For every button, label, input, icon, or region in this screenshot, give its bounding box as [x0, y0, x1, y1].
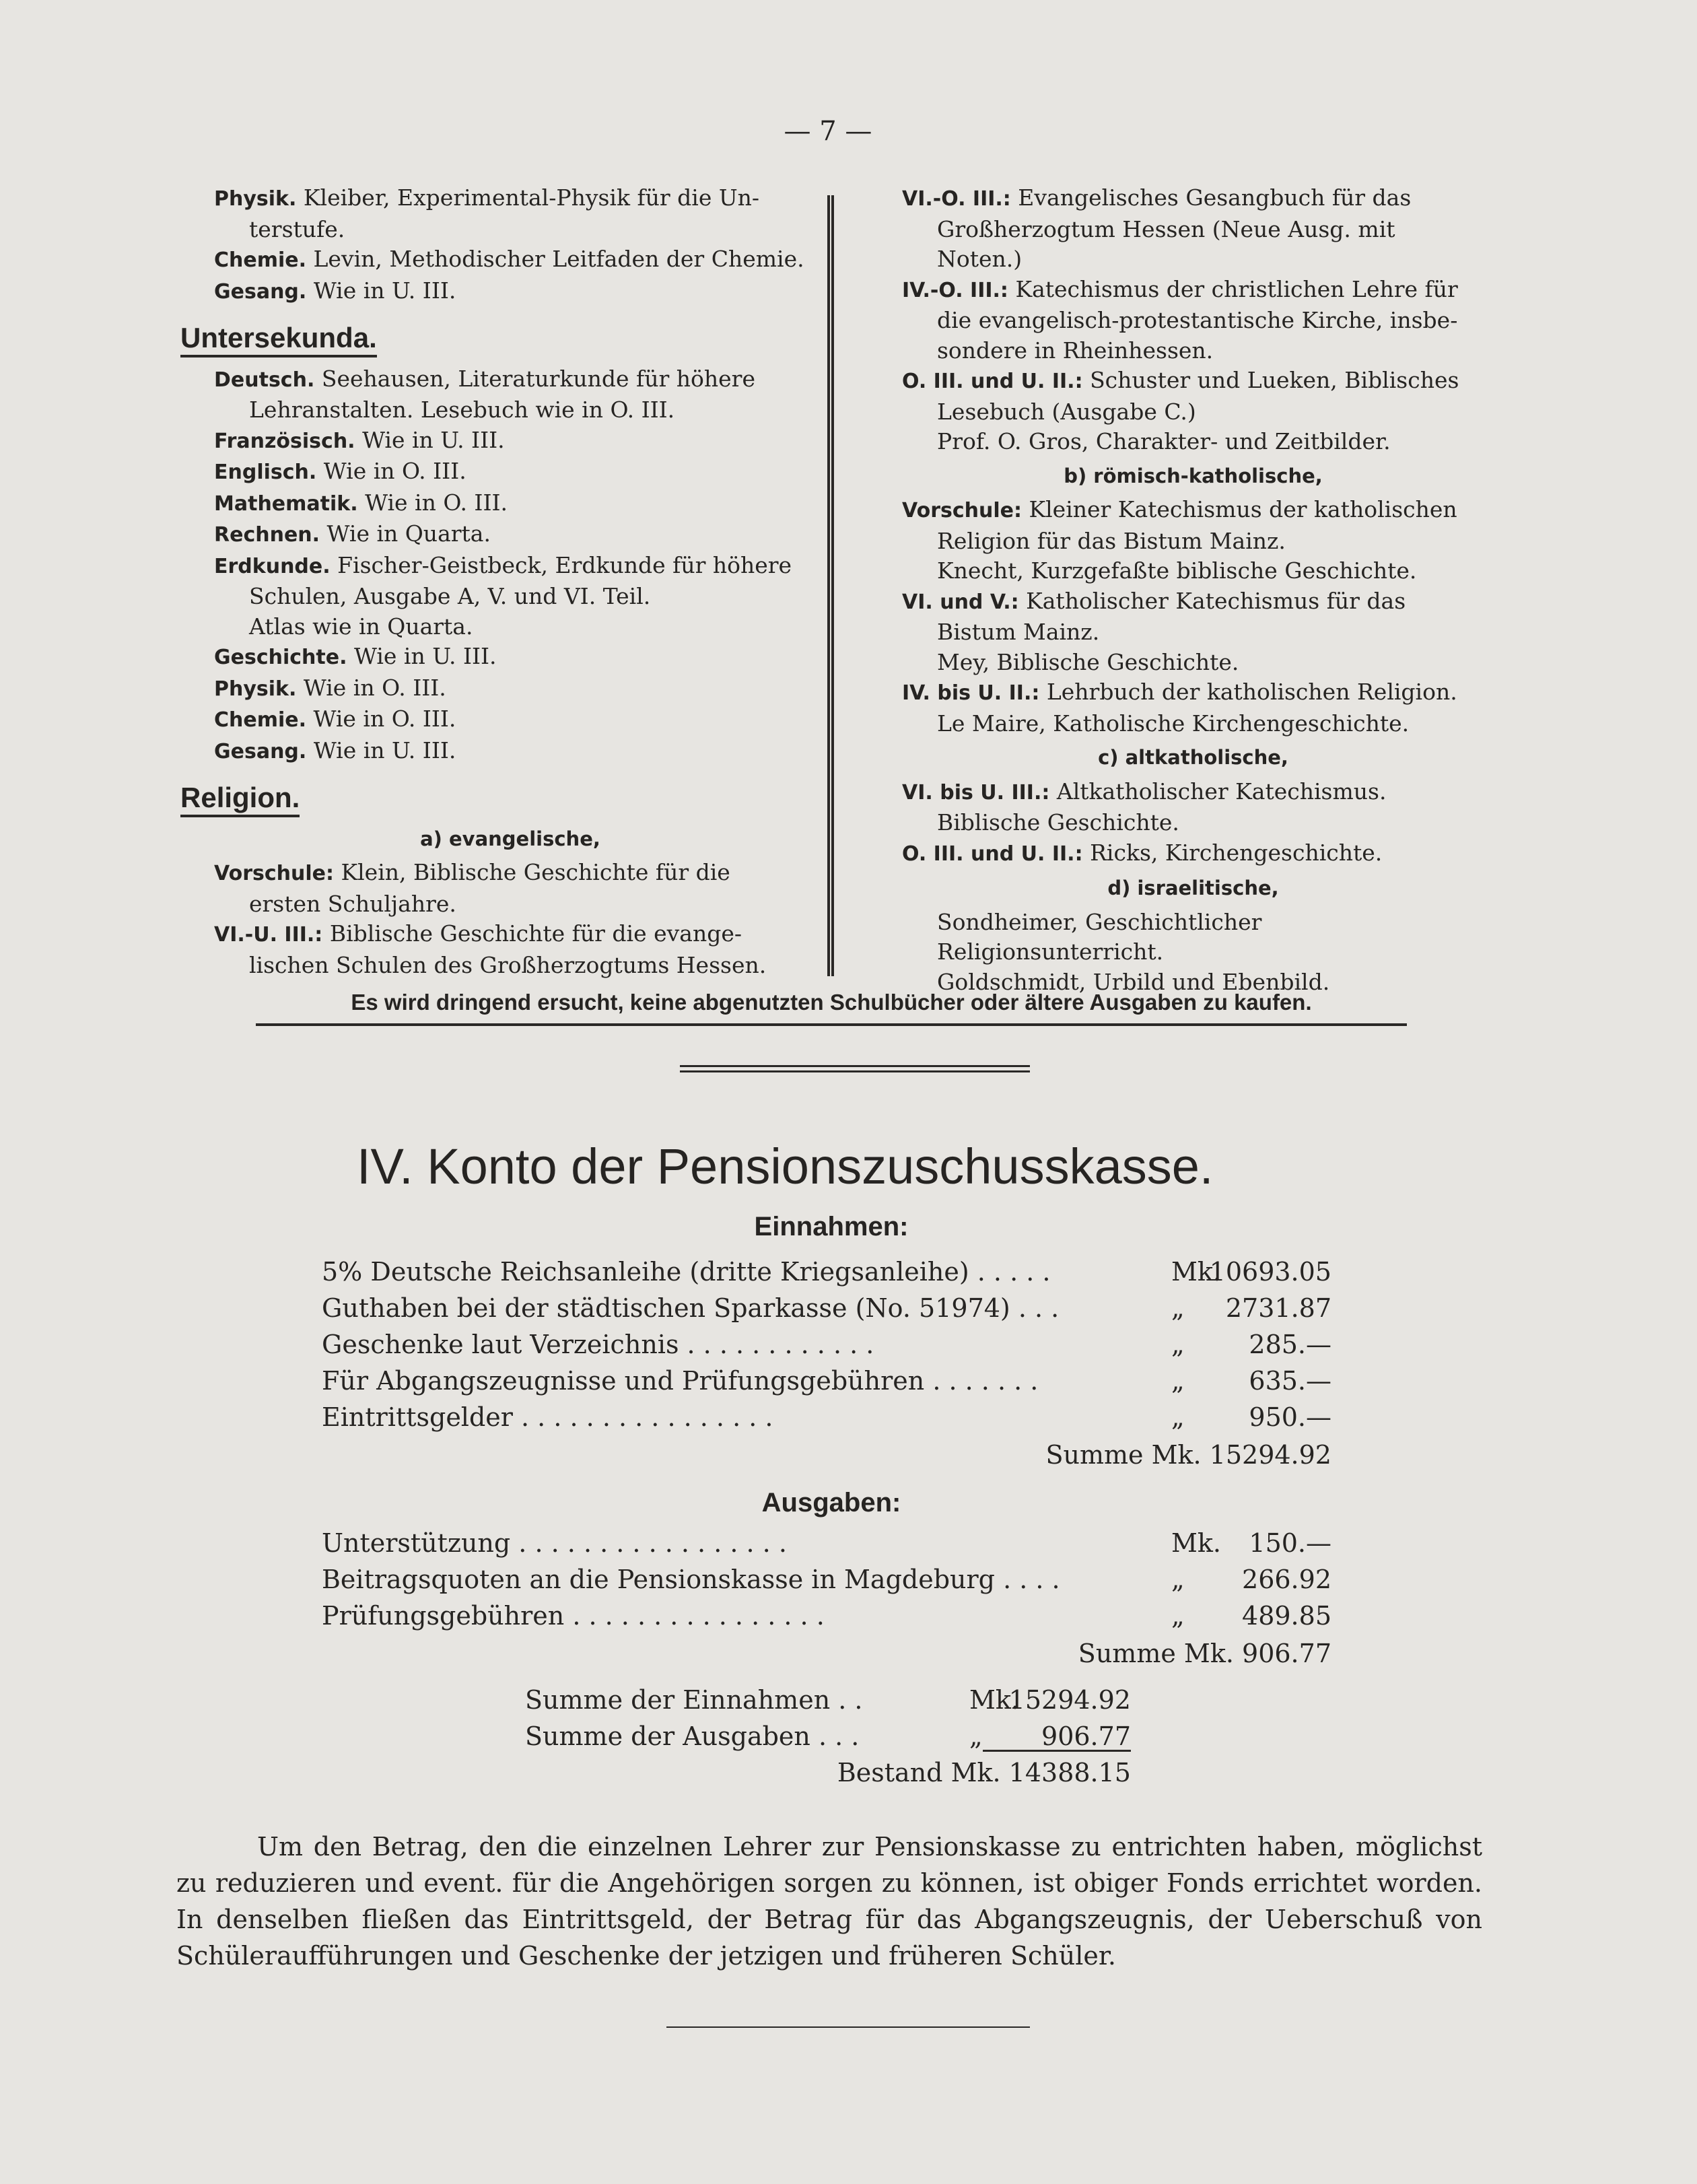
explanation-paragraph: Um den Betrag, den die einzelnen Lehrer zur Pensionskasse zu entrichten haben, möglichst zu reduzieren und event. für die Angehörigen sorgen zu können, ist obiger Fonds errichtet worden. In denselben fließen das Eintrittsgeld, der Betrag für das Abgangszeugnis, der Ueberschuß von Schüleraufführungen und Geschenke der jetzigen und früheren Schüler. [176, 1832, 1482, 1971]
book-entry: IV.-O. III.: Katechismus der christlichen Lehre für [902, 275, 1458, 302]
book-entry: Englisch. Wie in O. III. [214, 458, 466, 484]
ledger-row: Geschenke laut Verzeichnis . . . . . . . . . . . . „ 285.— [322, 1330, 1331, 1359]
subject-label: Physik. [214, 677, 297, 701]
separator-rule [680, 1065, 1030, 1067]
subject-label: Deutsch. [214, 368, 315, 392]
book-entry: Deutsch. Seehausen, Literaturkunde für höhere [214, 365, 755, 392]
book-entry: Erdkunde. Fischer-Geistbeck, Erdkunde für höhere [214, 551, 792, 578]
book-entry: Physik. Kleiber, Experimental-Physik für die Un- [214, 184, 760, 211]
einnahmen-sum: Summe Mk. 15294.92 [1045, 1440, 1331, 1470]
book-entry: Physik. Wie in O. III. [214, 674, 446, 701]
subject-label: IV.-O. III.: [902, 278, 1008, 302]
ledger-row: Für Abgangszeugnisse und Prüfungsgebühren . . . . . . . „ 635.— [322, 1366, 1331, 1396]
subject-label: O. III. und U. II.: [902, 842, 1083, 866]
class-heading-untersekunda: Untersekunda. [180, 323, 806, 353]
einnahmen-ledger [322, 1254, 1345, 1474]
book-entry-cont: Religion für das Bistum Mainz. [937, 527, 1286, 554]
subject-label: Französisch. [214, 429, 355, 453]
balance-row: Summe der Ausgaben . . . „ 906.77 [525, 1721, 1131, 1751]
subject-label: Mathematik. [214, 491, 358, 516]
book-entry: Gesang. Wie in U. III. [214, 737, 456, 763]
book-entry-cont: lischen Schulen des Großherzogtums Hessen. [249, 951, 767, 978]
book-entry-cont: terstufe. [249, 215, 345, 242]
subject-label: Chemie. [214, 248, 307, 272]
book-entry: Chemie. Levin, Methodischer Leitfaden der Chemie. [214, 246, 804, 272]
ledger-row: Unterstützung . . . . . . . . . . . . . . . . . Mk. 150.— [322, 1528, 1331, 1558]
subject-label: VI.-O. III.: [902, 187, 1011, 211]
ledger-row: Guthaben bei der städtischen Sparkasse (No. 51974) . . . „ 2731.87 [322, 1293, 1331, 1323]
subject-label: Gesang. [214, 739, 307, 763]
book-entry: Vorschule: Klein, Biblische Geschichte für die [214, 859, 730, 885]
book-entry: Mathematik. Wie in O. III. [214, 489, 508, 516]
book-entry: Rechnen. Wie in Quarta. [214, 520, 491, 547]
book-entry-cont: Großherzogtum Hessen (Neue Ausg. mit Noten.) [937, 215, 1395, 272]
book-entry: VI. bis U. III.: Altkatholischer Katechismus. [902, 778, 1387, 805]
book-entry-cont: Schulen, Ausgabe A, V. und VI. Teil. [249, 583, 651, 609]
book-entry-cont: ersten Schuljahre. [249, 890, 456, 917]
denomination-heading: d) israelitische, [1107, 877, 1279, 899]
book-entry-line: Sondheimer, Geschichtlicher Religionsunterricht. [937, 908, 1262, 965]
section-title: IV. Konto der Pensionszuschusskasse. [357, 1138, 1214, 1194]
subject-label: Physik. [214, 187, 297, 211]
book-entry: Vorschule: Kleiner Katechismus der katholischen [902, 496, 1457, 522]
balance-row: Summe der Einnahmen . . Mk. 15294.92 [525, 1685, 1131, 1715]
subject-label: Geschichte. [214, 646, 347, 669]
book-entry-cont: sondere in Rheinhessen. [937, 337, 1214, 364]
ledger-row: Eintrittsgelder . . . . . . . . . . . . . . . . „ 950.— [322, 1402, 1331, 1432]
book-entry: Gesang. Wie in U. III. [214, 277, 456, 304]
end-rule [666, 2026, 1030, 2028]
book-entry-cont: Knecht, Kurzgefaßte biblische Geschichte. [937, 557, 1417, 584]
subject-label: VI. bis U. III.: [902, 780, 1050, 805]
subject-label: Vorschule: [214, 862, 334, 885]
book-entry-cont: Bistum Mainz. [937, 619, 1100, 645]
book-entry: Chemie. Wie in O. III. [214, 706, 456, 732]
right-column [902, 183, 1484, 997]
subject-label: Rechnen. [214, 523, 320, 547]
notice-banner: Es wird dringend ersucht, keine abgenutzten Schulbücher oder ältere Ausgaben zu kaufen. [256, 990, 1407, 1026]
bestand-row: Bestand Mk. 14388.15 [837, 1758, 1131, 1787]
book-entry: VI. und V.: Katholischer Katechismus für das [902, 587, 1406, 614]
ledger-row: 5% Deutsche Reichsanleihe (dritte Kriegsanleihe) . . . . . Mk. 10693.05 [322, 1257, 1331, 1287]
book-entry-cont: Mey, Biblische Geschichte. [937, 648, 1239, 675]
ausgaben-heading: Ausgaben: [761, 1488, 901, 1517]
subject-label: VI.-U. III.: [214, 923, 323, 947]
book-entry-cont: die evangelisch-protestantische Kirche, insbe- [937, 307, 1458, 333]
book-entry: VI.-O. III.: Evangelisches Gesangbuch für das [902, 184, 1412, 211]
balance-block [525, 1682, 1131, 1791]
book-entry-cont: Lehranstalten. Lesebuch wie in O. III. [249, 397, 675, 423]
book-entry: O. III. und U. II.: Ricks, Kirchengeschichte. [902, 839, 1383, 866]
denomination-heading: a) evangelische, [420, 827, 600, 850]
subject-label: VI. und V.: [902, 590, 1019, 614]
subject-label: Vorschule: [902, 499, 1022, 522]
column-divider [827, 195, 834, 976]
book-entry-cont: Atlas wie in Quarta. [249, 613, 473, 640]
denomination-heading: b) römisch-katholische, [1064, 464, 1323, 487]
subject-label: Chemie. [214, 708, 307, 732]
ledger-row: Beitragsquoten an die Pensionskasse in Magdeburg . . . . „ 266.92 [322, 1565, 1331, 1594]
left-column [180, 183, 806, 980]
book-entry: Geschichte. Wie in U. III. [214, 643, 497, 669]
page-number: — 7 — [784, 116, 872, 147]
denomination-heading: c) altkatholische, [1098, 746, 1288, 769]
class-heading-religion: Religion. [180, 783, 806, 813]
subject-label: Gesang. [214, 279, 307, 304]
book-entry-cont: Le Maire, Katholische Kirchengeschichte. [937, 710, 1410, 737]
book-entry: O. III. und U. II.: Schuster und Lueken, Biblisches [902, 367, 1459, 393]
book-entry-cont: Lesebuch (Ausgabe C.) [937, 398, 1196, 425]
book-entry: IV. bis U. II.: Lehrbuch der katholischen Religion. [902, 679, 1457, 705]
sum-underline [983, 1750, 1131, 1752]
subject-label: Erdkunde. [214, 554, 331, 578]
ledger-row: Prüfungsgebühren . . . . . . . . . . . . . . . . „ 489.85 [322, 1601, 1331, 1631]
subject-label: IV. bis U. II.: [902, 681, 1040, 705]
book-entry-cont: Prof. O. Gros, Charakter- und Zeitbilder. [937, 428, 1391, 454]
subject-label: O. III. und U. II.: [902, 370, 1083, 393]
book-entry: VI.-U. III.: Biblische Geschichte für die evange- [214, 920, 742, 947]
ausgaben-ledger [322, 1525, 1345, 1673]
ausgaben-sum: Summe Mk. 906.77 [1078, 1639, 1331, 1668]
subject-label: Englisch. [214, 460, 317, 484]
separator-rule [680, 1070, 1030, 1072]
einnahmen-heading: Einnahmen: [754, 1212, 909, 1241]
book-entry-line: Goldschmidt, Urbild und Ebenbild. [937, 968, 1330, 995]
book-entry: Französisch. Wie in U. III. [214, 426, 505, 453]
book-entry-cont: Biblische Geschichte. [937, 809, 1179, 835]
